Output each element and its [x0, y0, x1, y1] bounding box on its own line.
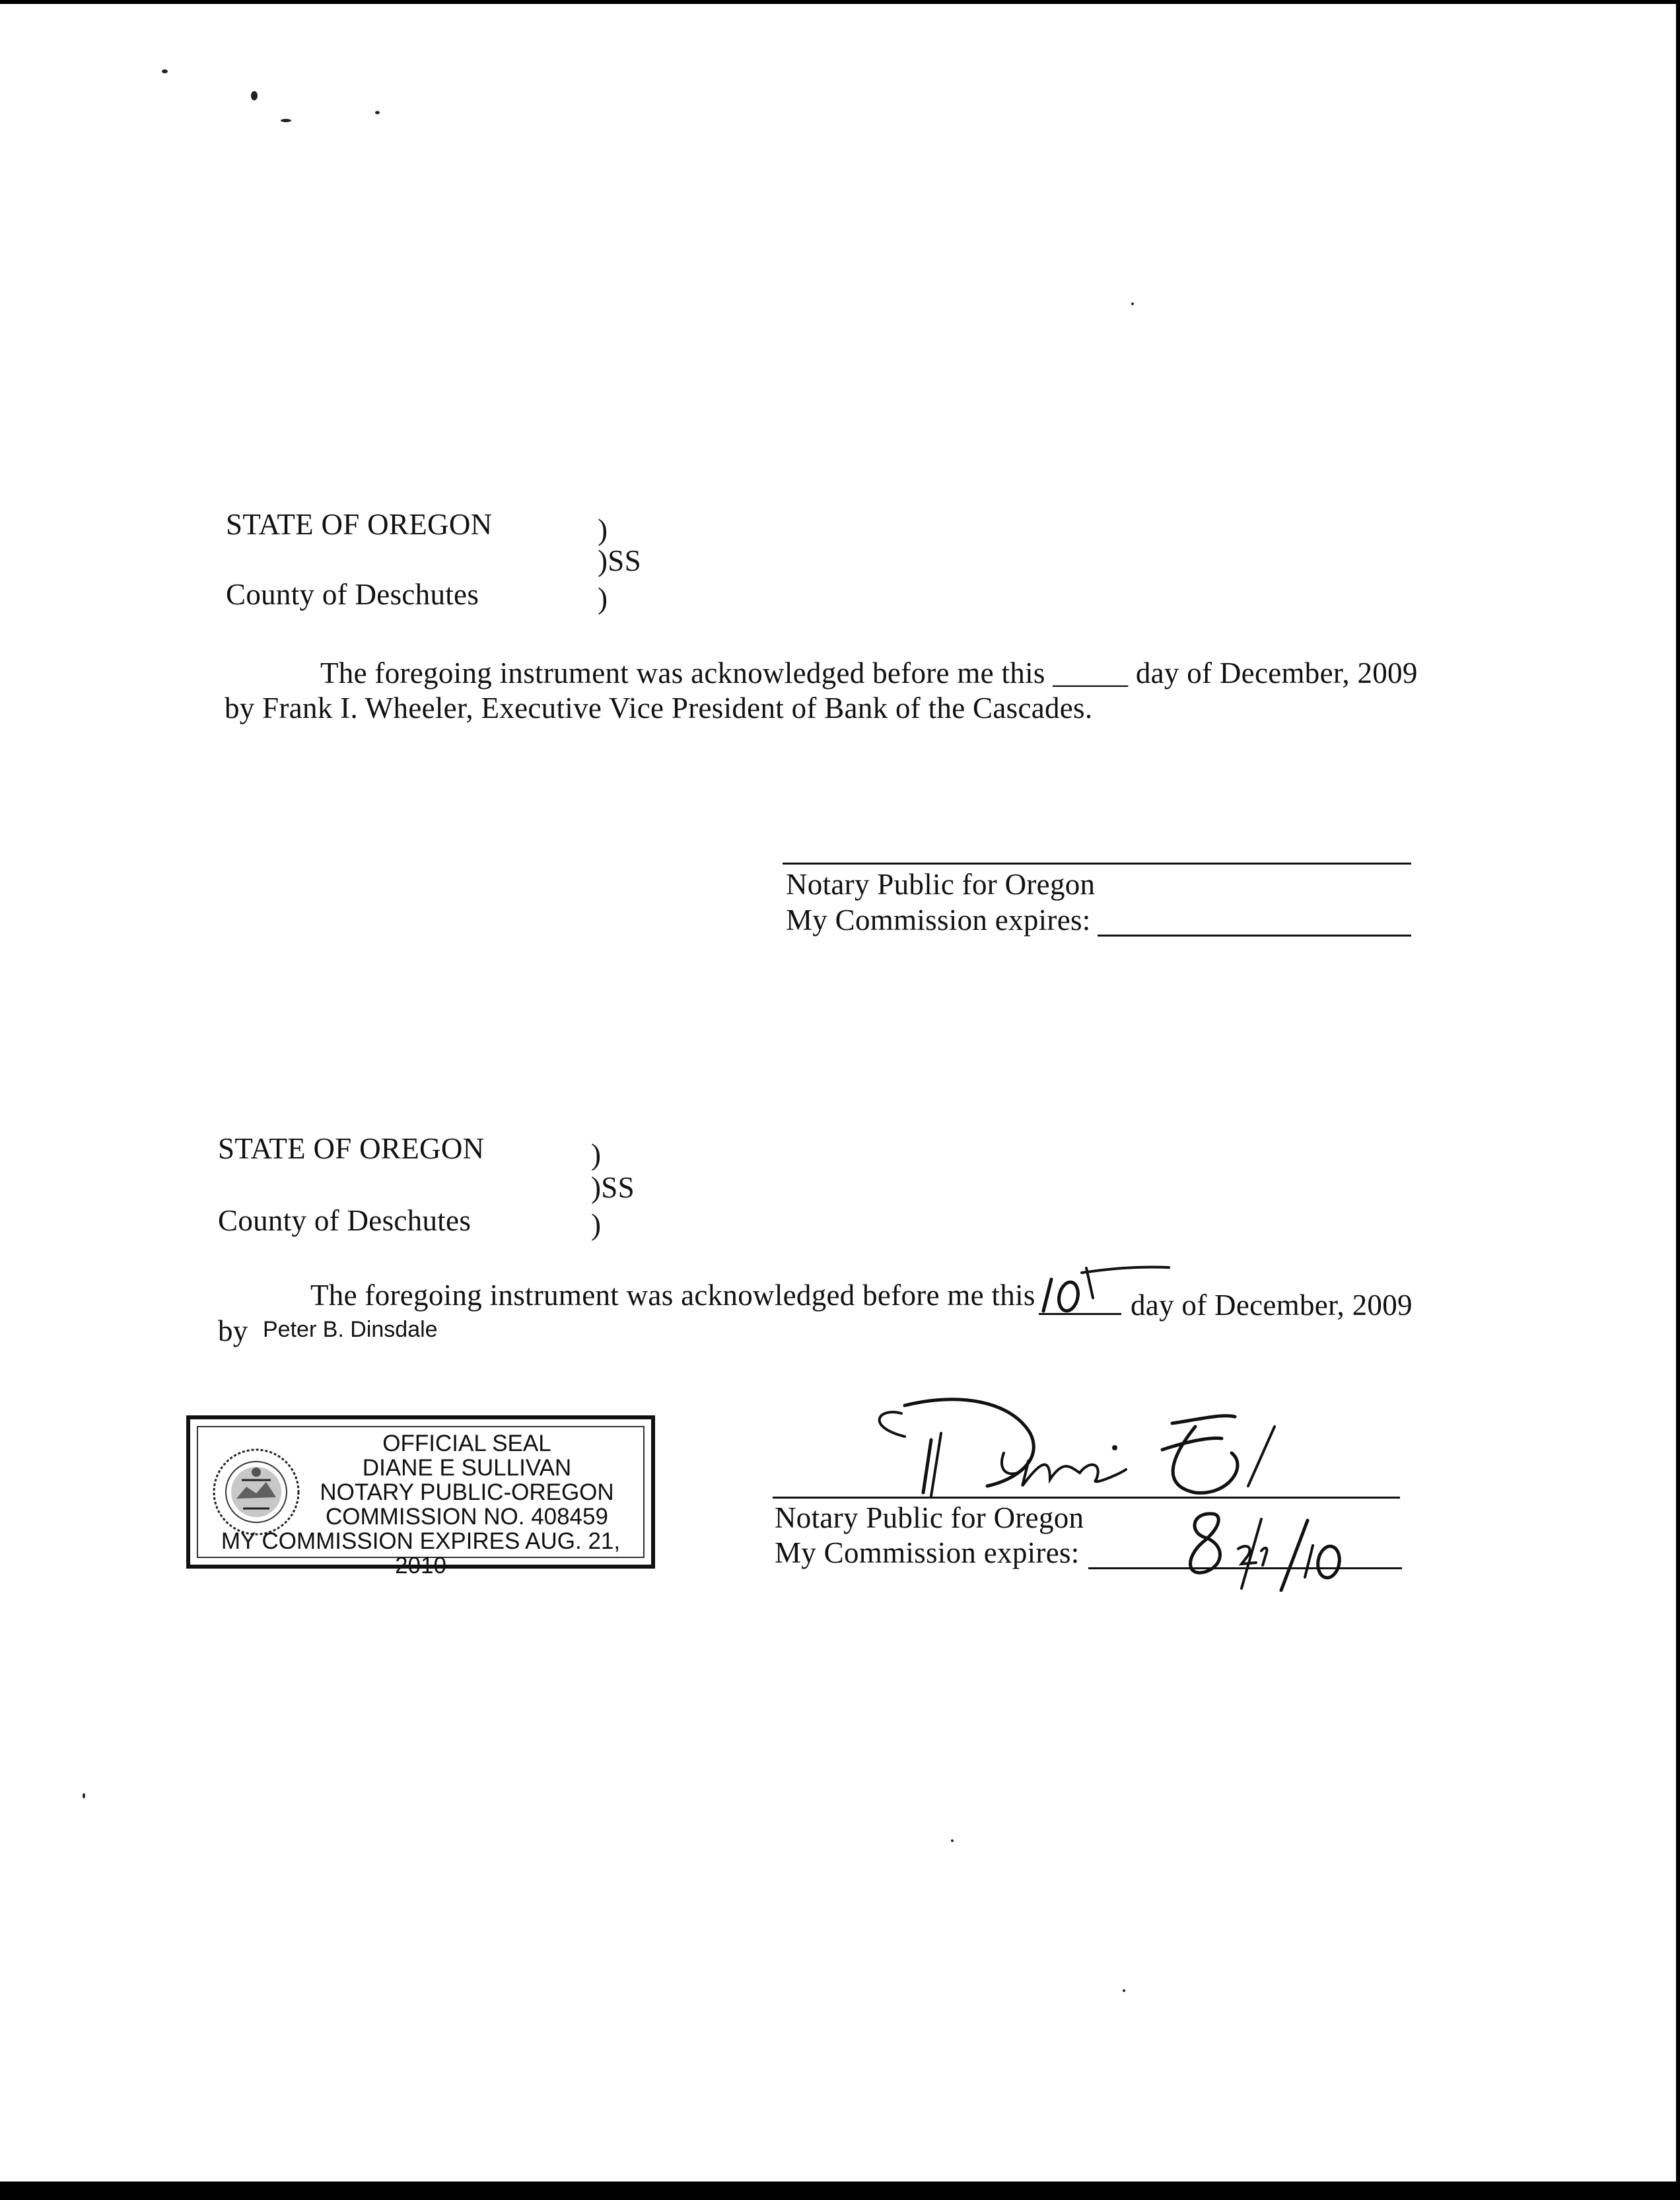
- acknowledgment-line-1-start: The foregoing instrument was acknowledged before me this: [310, 1279, 1035, 1312]
- commission-expires-label: My Commission expires:: [786, 904, 1091, 937]
- scan-speck: [251, 91, 258, 100]
- signature-line: [783, 863, 1411, 865]
- signer-name: Peter B. Dinsdale: [263, 1317, 438, 1342]
- scan-speck: [951, 1839, 954, 1842]
- scan-speck: [281, 119, 291, 122]
- handwritten-commission-date: [1175, 1499, 1360, 1592]
- seal-notary-name: DIANE E SULLIVAN: [362, 1455, 572, 1481]
- commission-expires-label: My Commission expires:: [775, 1536, 1080, 1569]
- notary-public-label: Notary Public for Oregon: [786, 868, 1096, 901]
- seal-commission-expiry: MY COMMISSION EXPIRES AUG. 21, 2010: [221, 1528, 621, 1579]
- venue-ss: )SS: [591, 1171, 635, 1204]
- seal-title: OFFICIAL SEAL: [382, 1431, 551, 1456]
- scan-edge-top: [0, 0, 1680, 4]
- seal-notary-title: NOTARY PUBLIC-OREGON: [320, 1479, 614, 1505]
- venue-paren-bottom: ): [591, 1208, 602, 1241]
- venue-paren-top: ): [598, 513, 608, 546]
- scan-speck: [375, 111, 380, 114]
- signature-line: [773, 1497, 1400, 1499]
- scan-speck: [83, 1793, 85, 1798]
- venue-ss: )SS: [598, 544, 641, 577]
- county-heading: County of Deschutes: [218, 1204, 472, 1237]
- official-seal-stamp: [186, 1415, 655, 1579]
- commission-date-line: [1098, 935, 1411, 937]
- scan-edge-right: [1676, 0, 1680, 2200]
- notary-public-label: Notary Public for Oregon: [775, 1501, 1084, 1534]
- county-heading: County of Deschutes: [226, 578, 479, 611]
- seal-commission-number: COMMISSION NO. 408459: [326, 1504, 608, 1530]
- oregon-state-seal-icon: [210, 1446, 302, 1538]
- by-label: by: [218, 1314, 248, 1347]
- state-heading: STATE OF OREGON: [226, 508, 493, 541]
- scan-edge-bottom: [0, 2182, 1680, 2200]
- acknowledgment-line-1: The foregoing instrument was acknowledged before me this _____ day of December, 2009: [320, 656, 1418, 690]
- acknowledgment-line-1-end: day of December, 2009: [1131, 1289, 1413, 1322]
- state-heading: STATE OF OREGON: [218, 1132, 485, 1165]
- venue-paren-bottom: ): [598, 582, 608, 615]
- venue-paren-top: ): [591, 1138, 602, 1171]
- scan-speck: [1131, 302, 1134, 305]
- acknowledgment-line-2: by Frank I. Wheeler, Executive Vice President of Bank of the Cascades.: [225, 692, 1093, 725]
- scan-speck: [1123, 1989, 1125, 1992]
- scan-speck: [162, 69, 168, 73]
